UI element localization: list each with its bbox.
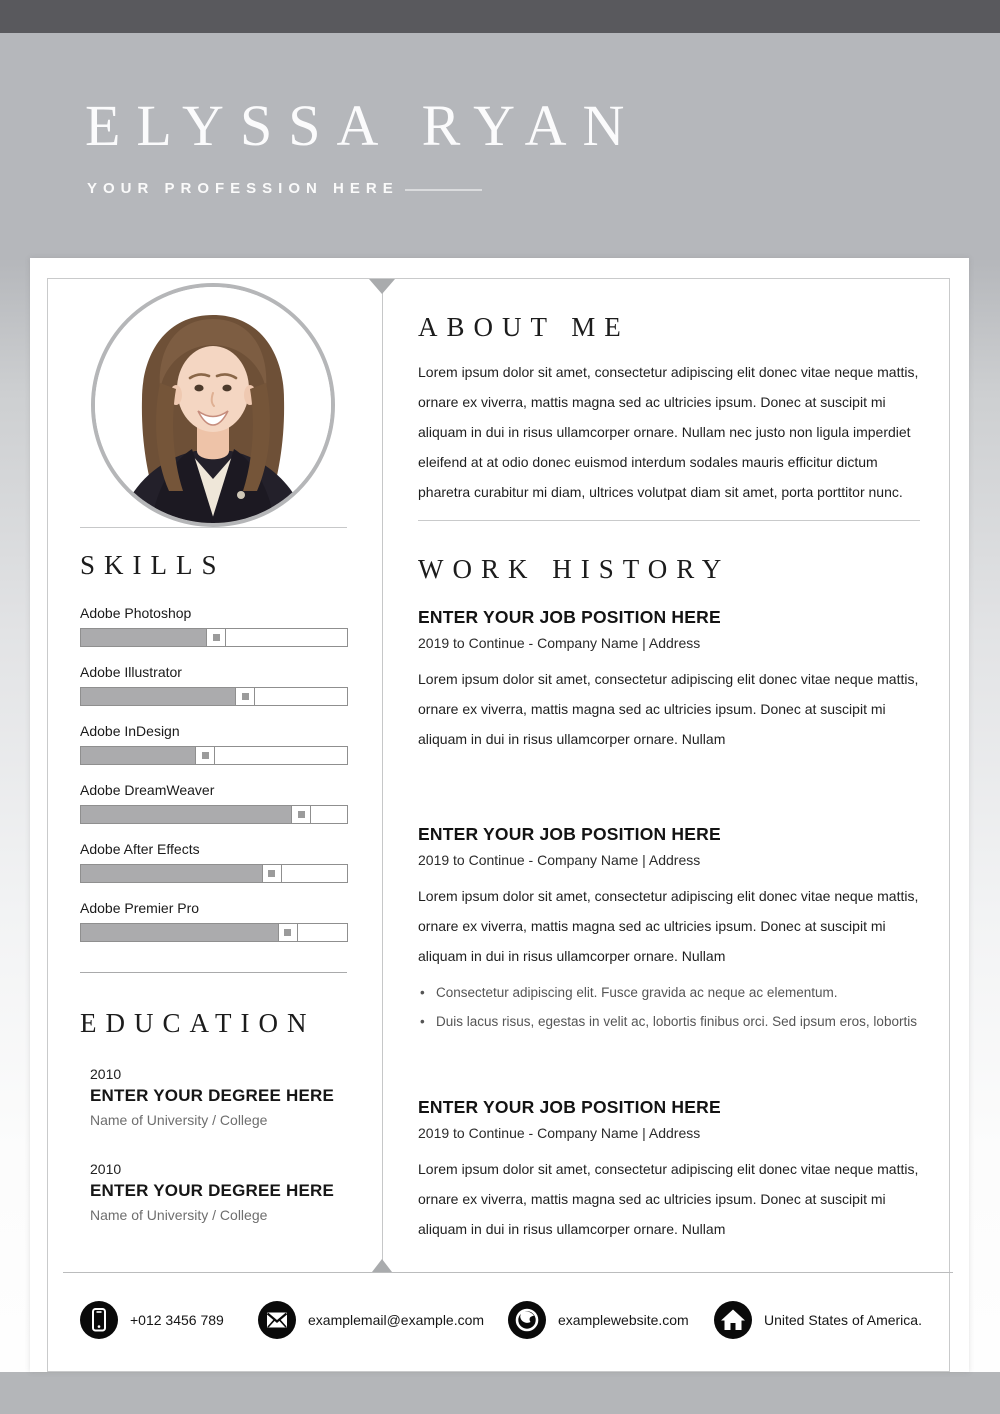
job-bullet: • Consectetur adipiscing elit. Fusce gravida ac neque ac elementum.	[418, 978, 924, 1007]
job-meta: 2019 to Continue - Company Name | Address	[418, 1125, 701, 1141]
bottom-bar	[0, 1372, 1000, 1414]
job-bullet-list	[418, 978, 924, 1036]
education-degree: ENTER YOUR DEGREE HERE	[90, 1181, 335, 1200]
top-bar	[0, 0, 1000, 33]
skill-bar[interactable]	[80, 923, 348, 942]
skill-bar-fill	[81, 629, 206, 646]
skill-label: Adobe Photoshop	[80, 605, 192, 621]
skill-bar-fill	[81, 865, 262, 882]
skill-label: Adobe DreamWeaver	[80, 782, 215, 798]
education-degree: ENTER YOUR DEGREE HERE	[90, 1086, 335, 1105]
job-bullet: • Duis lacus risus, egestas in velit ac, lobortis finibus orci. Sed ipsum eros, lobortis	[418, 1007, 924, 1036]
profession-subtitle: YOUR PROFESSION HERE	[87, 180, 399, 197]
skill-bar[interactable]	[80, 864, 348, 883]
skill-bar-handle[interactable]	[278, 924, 298, 941]
job-title: ENTER YOUR JOB POSITION HERE	[418, 607, 721, 627]
divider-bottom-arrow-icon	[372, 1259, 392, 1272]
contact-website	[508, 1298, 689, 1342]
job-entry	[418, 824, 924, 1036]
about-text: Lorem ipsum dolor sit amet, consectetur adipiscing elit donec vitae neque mattis, ornare ex viverra, mattis magna sed ac ultricies ipsum. Donec at suscipit mi aliquam in dui in risus ullamcorper ornare. Nullam nec justo non ligula imperdiet eleifend at at odio donec euismod interdum sodales mauris efficitur dictum pharetra curabitur mi diam, ultrices volutpat diam sit amet, porta porttitor nunc.	[418, 364, 919, 500]
skill-bar-rest	[255, 688, 347, 705]
email-address: examplemail@example.com	[308, 1312, 485, 1328]
website-address: examplewebsite.com	[558, 1312, 689, 1328]
skill-label: Adobe InDesign	[80, 723, 180, 739]
person-name: ELYSSA RYAN	[85, 93, 641, 158]
job-entry	[418, 1097, 924, 1244]
divider-top-arrow-icon	[369, 279, 395, 294]
skills-heading: SKILLS	[80, 550, 226, 580]
skill-bar-rest	[226, 629, 347, 646]
contact-email	[258, 1298, 484, 1342]
job-meta: 2019 to Continue - Company Name | Address	[418, 852, 701, 868]
skill-item	[80, 841, 348, 883]
skill-bar[interactable]	[80, 746, 348, 765]
phone-number: +012 3456 789	[130, 1312, 224, 1328]
job-title: ENTER YOUR JOB POSITION HERE	[418, 824, 721, 844]
skill-bar-fill	[81, 688, 235, 705]
education-item	[90, 1066, 350, 1128]
job-title: ENTER YOUR JOB POSITION HERE	[418, 1097, 721, 1117]
education-item	[90, 1161, 350, 1223]
skill-bar[interactable]	[80, 628, 348, 647]
skill-bar-rest	[311, 806, 347, 823]
location-text: United States of America.	[764, 1312, 922, 1328]
skill-bar-handle[interactable]	[291, 806, 311, 823]
skill-label: Adobe Illustrator	[80, 664, 182, 680]
skill-bar-rest	[298, 924, 347, 941]
portrait-illustration	[95, 287, 331, 523]
education-school: Name of University / College	[90, 1112, 268, 1128]
home-icon	[714, 1301, 752, 1339]
skill-label: Adobe Premier Pro	[80, 900, 200, 916]
skill-bar-handle[interactable]	[195, 747, 215, 764]
education-year: 2010	[90, 1161, 122, 1177]
contact-location	[714, 1298, 922, 1342]
skill-bar-rest	[282, 865, 347, 882]
resume-sheet	[30, 258, 969, 1372]
job-description: Lorem ipsum dolor sit amet, consectetur adipiscing elit donec vitae neque mattis, ornare ex viverra, mattis magna sed ac ultricies ipsum. Donec at suscipit mi aliquam in dui in risus ullamcorper ornare. Nullam	[418, 671, 919, 747]
contact-phone	[80, 1298, 224, 1342]
job-description: Lorem ipsum dolor sit amet, consectetur adipiscing elit donec vitae neque mattis, ornare ex viverra, mattis magna sed ac ultricies ipsum. Donec at suscipit mi aliquam in dui in risus ullamcorper ornare. Nullam	[418, 1161, 919, 1237]
skill-bar-handle[interactable]	[262, 865, 282, 882]
job-description: Lorem ipsum dolor sit amet, consectetur adipiscing elit donec vitae neque mattis, ornare ex viverra, mattis magna sed ac ultricies ipsum. Donec at suscipit mi aliquam in dui in risus ullamcorper ornare. Nullam	[418, 888, 919, 964]
skill-bar-fill	[81, 747, 195, 764]
column-divider	[382, 279, 383, 1272]
skill-item	[80, 664, 348, 706]
education-year: 2010	[90, 1066, 122, 1082]
skill-bar-fill	[81, 924, 278, 941]
work-history-heading: WORK HISTORY	[418, 554, 731, 584]
about-divider	[418, 520, 920, 521]
skill-item	[80, 900, 348, 942]
skills-divider	[80, 972, 347, 973]
phone-icon	[80, 1301, 118, 1339]
skill-bar-rest	[215, 747, 347, 764]
skill-bar[interactable]	[80, 805, 348, 824]
skills-list	[80, 605, 348, 959]
about-heading: ABOUT ME	[418, 312, 630, 342]
skill-item	[80, 782, 348, 824]
skill-bar-fill	[81, 806, 291, 823]
skill-bar[interactable]	[80, 687, 348, 706]
globe-icon	[508, 1301, 546, 1339]
education-list	[90, 1066, 350, 1256]
skill-item	[80, 723, 348, 765]
job-entry	[418, 607, 924, 754]
education-school: Name of University / College	[90, 1207, 268, 1223]
job-meta: 2019 to Continue - Company Name | Address	[418, 635, 701, 651]
skill-item	[80, 605, 348, 647]
photo-divider	[80, 527, 347, 528]
footer-divider	[63, 1272, 953, 1273]
skill-bar-handle[interactable]	[235, 688, 255, 705]
profession-rule	[405, 189, 482, 191]
profile-photo	[91, 283, 335, 527]
skill-label: Adobe After Effects	[80, 841, 200, 857]
skill-bar-handle[interactable]	[206, 629, 226, 646]
education-heading: EDUCATION	[80, 1008, 316, 1038]
email-icon	[258, 1301, 296, 1339]
